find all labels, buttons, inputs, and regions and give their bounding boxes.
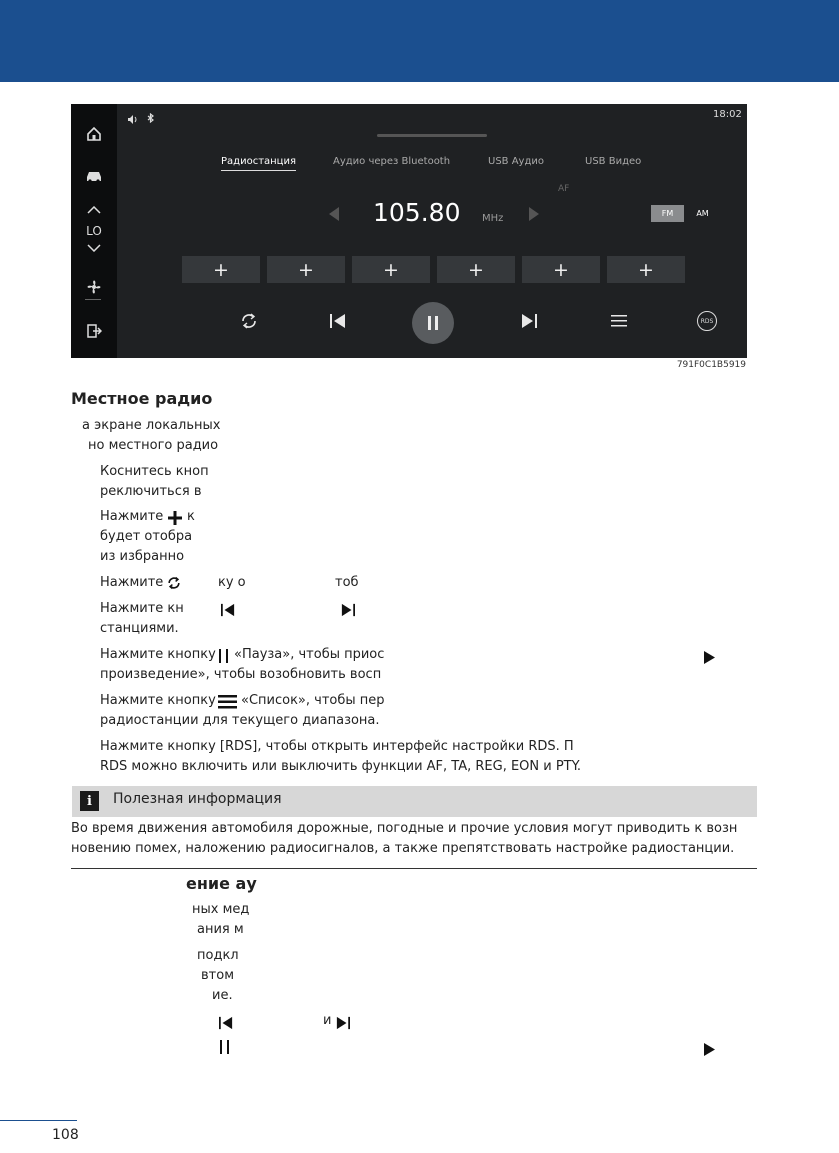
- bullet-text: «Пауза», чтобы приос: [234, 647, 385, 662]
- fan-icon[interactable]: [83, 276, 105, 298]
- pause-button[interactable]: [412, 302, 454, 344]
- af-indicator: AF: [558, 184, 570, 194]
- climate-level-label: LO: [86, 224, 102, 238]
- bullet-text: ку о: [218, 575, 246, 590]
- radio-screenshot: [71, 104, 747, 358]
- home-icon[interactable]: [83, 123, 105, 145]
- header-bar: [0, 0, 839, 82]
- preset-button[interactable]: +: [607, 256, 685, 283]
- previous-icon: [218, 1015, 234, 1034]
- car-icon[interactable]: [83, 165, 105, 187]
- scan-icon: [165, 575, 183, 595]
- drag-handle[interactable]: [377, 134, 487, 137]
- bullet-text: радиостанции для текущего диапазона.: [100, 713, 380, 728]
- status-time: 18:02: [713, 109, 742, 120]
- image-caption: 791F0C1B5919: [676, 360, 746, 370]
- bullet-text: тоб: [335, 575, 359, 590]
- bullet-text: Нажмите: [100, 575, 164, 590]
- band-am-button[interactable]: AM: [696, 209, 709, 218]
- tab-usb-audio[interactable]: USB Аудио: [488, 156, 544, 167]
- tune-up-icon[interactable]: [529, 207, 539, 221]
- footer-line: [0, 1120, 77, 1121]
- next-icon: [335, 1015, 351, 1034]
- rds-icon: RDS: [697, 311, 717, 331]
- divider: [71, 868, 757, 869]
- section2-title: ение ау: [186, 874, 257, 893]
- rds-button[interactable]: [691, 308, 723, 334]
- info-text: новению помех, наложению радиосигналов, а также препятствовать настройке радиостанции.: [71, 841, 735, 856]
- pause-icon: [219, 1039, 231, 1058]
- preset-button[interactable]: +: [267, 256, 345, 283]
- bullet-text: Нажмите кнопку: [100, 693, 216, 708]
- section2-text: ания м: [197, 922, 244, 937]
- preset-button[interactable]: +: [437, 256, 515, 283]
- section-title: Местное радио: [71, 389, 213, 408]
- bullet-text: реключиться в: [100, 484, 202, 499]
- preset-button[interactable]: +: [522, 256, 600, 283]
- intro-line: но местного радио: [88, 438, 219, 453]
- bluetooth-icon: [147, 108, 154, 127]
- page-number: 108: [52, 1127, 79, 1143]
- preset-button[interactable]: +: [352, 256, 430, 283]
- side-bar: [71, 104, 117, 358]
- bullet-text: Нажмите: [100, 509, 164, 524]
- section2-text: и: [323, 1013, 332, 1028]
- frequency-display: 105.80: [373, 198, 461, 227]
- tab-radio[interactable]: Радиостанция: [221, 156, 296, 171]
- previous-icon: [220, 602, 236, 621]
- bullet-text: Коснитесь кноп: [100, 464, 209, 479]
- volume-icon: [127, 109, 139, 128]
- info-icon: i: [80, 791, 99, 811]
- scan-icon[interactable]: [233, 308, 265, 334]
- info-title: Полезная информация: [113, 791, 282, 807]
- intro-line: а экране локальных: [82, 418, 221, 433]
- section2-text: подкл: [197, 948, 239, 963]
- previous-icon[interactable]: [322, 308, 354, 334]
- bullet-text: к: [187, 509, 195, 524]
- bullet-text: Нажмите кн: [100, 601, 184, 616]
- bullet-text: Нажмите кнопку [RDS], чтобы открыть интерфейс настройки RDS. П: [100, 739, 574, 754]
- exit-icon[interactable]: [83, 320, 105, 342]
- bullet-text: «Список», чтобы пер: [241, 693, 385, 708]
- chevron-down-icon[interactable]: [83, 242, 105, 254]
- bullet-text: Нажмите кнопку: [100, 647, 216, 662]
- play-icon: [703, 649, 716, 668]
- list-icon[interactable]: [603, 308, 635, 334]
- band-fm-button[interactable]: FM: [651, 205, 684, 222]
- tab-bluetooth-audio[interactable]: Аудио через Bluetooth: [333, 156, 451, 167]
- bullet-text: из избранно: [100, 549, 185, 564]
- tune-down-icon[interactable]: [329, 207, 339, 221]
- bullet-text: станциями.: [100, 621, 179, 636]
- frequency-unit: MHz: [482, 213, 504, 224]
- chevron-up-icon[interactable]: [83, 204, 105, 216]
- section2-text: ных мед: [192, 902, 250, 917]
- next-icon[interactable]: [513, 308, 545, 334]
- section2-text: втом: [201, 968, 234, 983]
- bullet-text: произведение», чтобы возобновить восп: [100, 667, 382, 682]
- bullet-text: RDS можно включить или выключить функции AF, TA, REG, EON и PTY.: [100, 759, 582, 774]
- pause-icon: [426, 315, 440, 331]
- play-icon: [703, 1041, 716, 1060]
- section2-text: ие.: [212, 988, 233, 1003]
- preset-button[interactable]: +: [182, 256, 260, 283]
- info-text: Во время движения автомобиля дорожные, погодные и прочие условия могут приводить к возн: [71, 821, 738, 836]
- tab-usb-video[interactable]: USB Видео: [585, 156, 642, 167]
- bullet-text: будет отобра: [100, 529, 193, 544]
- next-icon: [340, 602, 356, 621]
